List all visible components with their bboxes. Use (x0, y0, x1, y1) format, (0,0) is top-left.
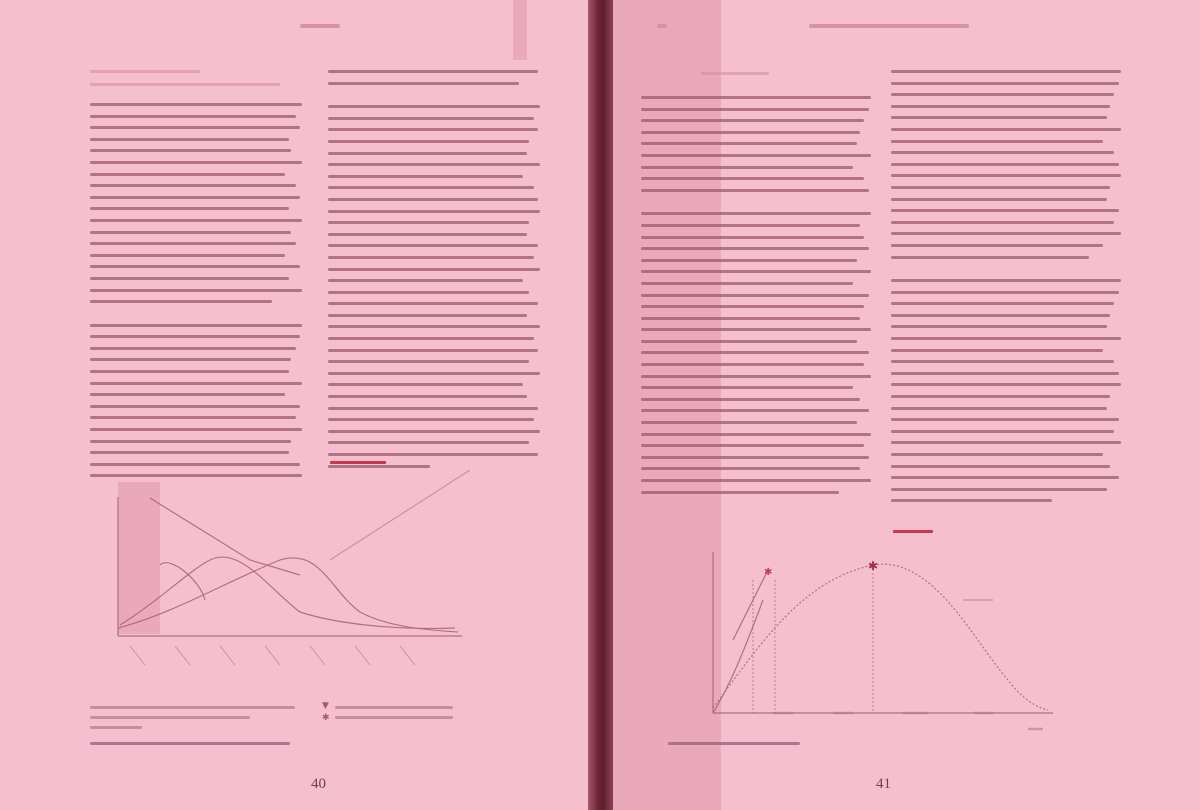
left-figure-caption (90, 742, 290, 745)
book-spine (588, 0, 613, 810)
right-figure-caption (668, 742, 800, 745)
right-figure (613, 0, 1200, 810)
peak-star-icon-1: ✱ (764, 567, 773, 578)
left-page-number: 40 (311, 776, 326, 792)
left-figure (0, 0, 588, 810)
right-page (613, 0, 1200, 810)
peak-star-icon-2: ✱ (868, 559, 879, 573)
legend-triangle-icon: ▼ (322, 701, 329, 711)
right-page-number: 41 (876, 776, 891, 792)
left-page (0, 0, 588, 810)
legend-star-icon: ✱ (322, 713, 330, 723)
